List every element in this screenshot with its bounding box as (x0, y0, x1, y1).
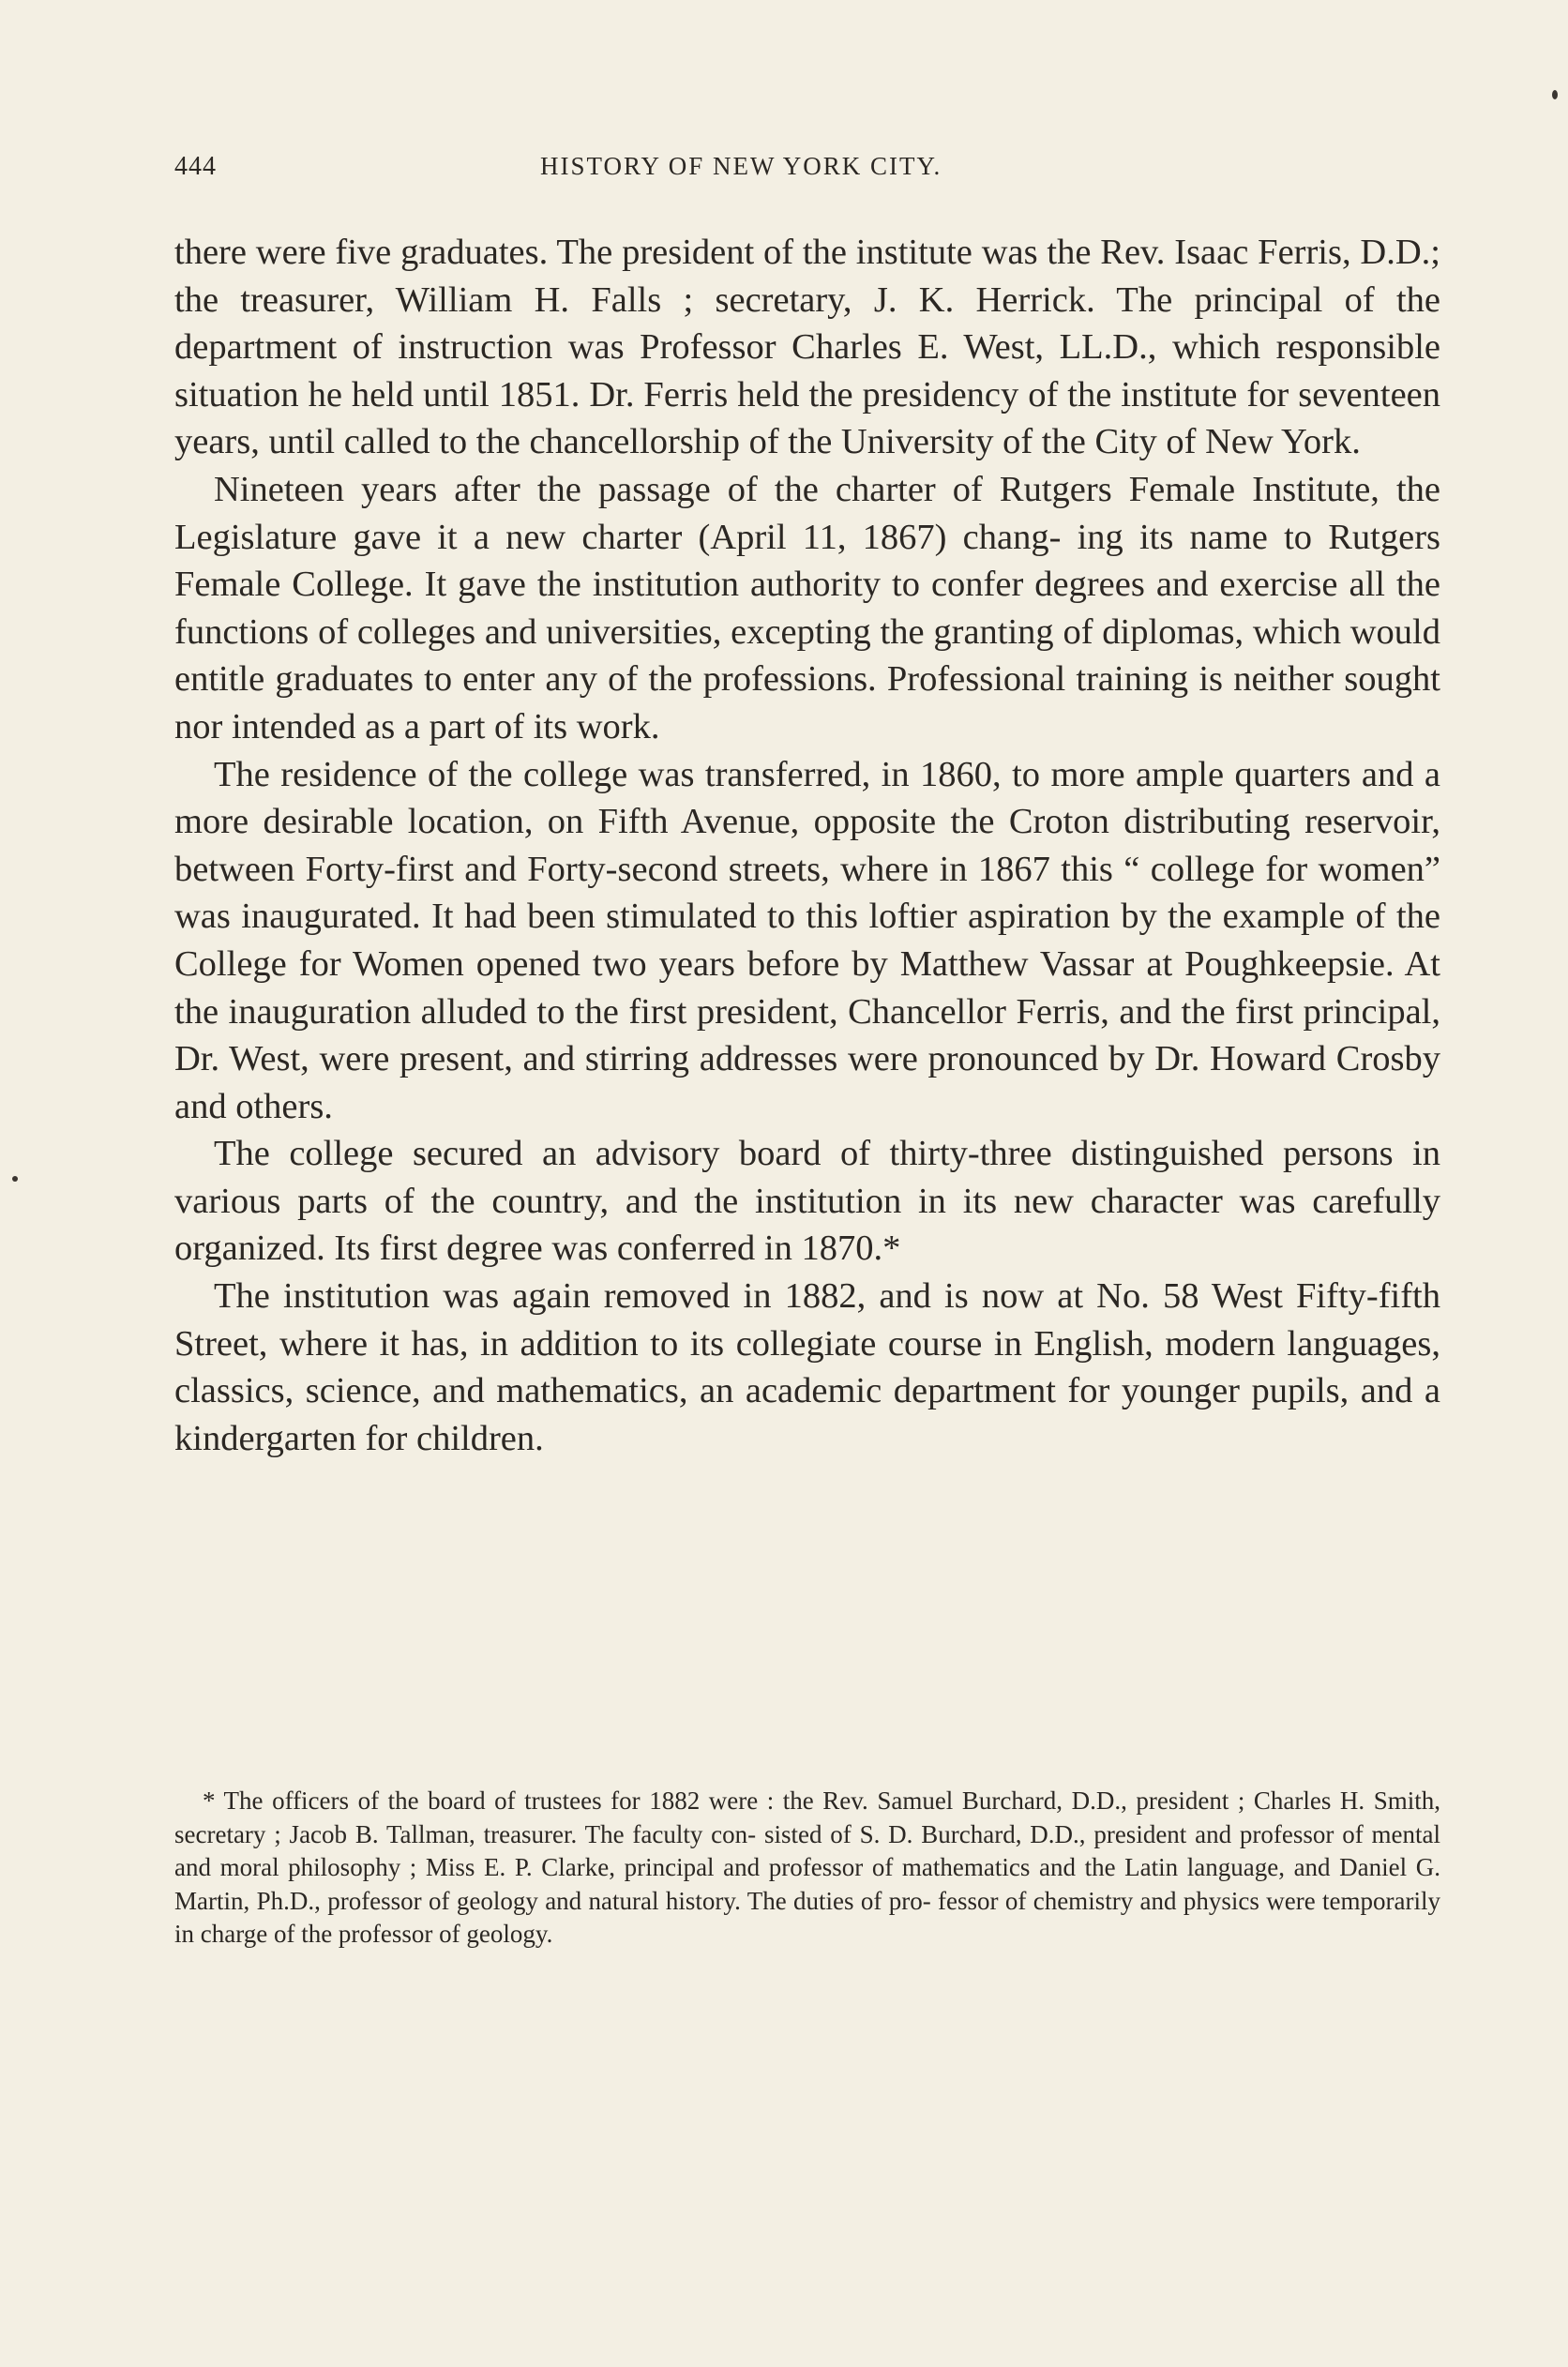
running-head (174, 152, 1440, 193)
running-title: HISTORY OF NEW YORK CITY. (540, 152, 942, 180)
page-number: 444 (174, 152, 217, 181)
paragraph-charter: Nineteen years after the passage of the charter of Rutgers Female Institute, the Legislature gave it a new charter (April 11, 1867) chang- ing its name to Rutgers Female College. It gave the institution authority to confer degrees and exercise all the functions of colleges and universities, excepting the granting of diplomas, which would entitle graduates to enter any of the professions. Professional training is neither sought nor intended as a part of its work. (174, 469, 1440, 746)
paragraph-continued: there were five graduates. The president of the institute was the Rev. Isaac Ferris, D.D.; the treasurer, William H. Falls ; secretary, J. K. Herrick. The principal of the department of instruction was Professor Charles E. West, LL.D., which responsible situation he held until 1851. Dr. Ferris held the presidency of the institute for seventeen years, until called to the chancellorship of the University of the City of New York. (174, 233, 1440, 462)
margin-speck (1552, 90, 1558, 99)
footnote (174, 1785, 1440, 1952)
margin-speck (12, 1176, 18, 1182)
footnote-text: * The officers of the board of trustees for 1882 were : the Rev. Samuel Burchard, D.D., president ; Charles H. Smith, secretary ; Jacob B. Tallman, treasurer. The faculty con- sisted of S. D. Burchard, D.D., president and professor of mental and moral philosophy ; Miss E. P. Clarke, principal and professor of mathematics and the Latin language, and Daniel G. Martin, Ph.D., professor of geology and natural history. The duties of pro- fessor of chemistry and physics were temporarily in charge of the professor of geology. (174, 1787, 1440, 1948)
body-text (174, 229, 1440, 1462)
paragraph-residence: The residence of the college was transferred, in 1860, to more ample quarters and a more desirable location, on Fifth Avenue, opposite the Croton distributing reservoir, between Forty-first and Forty-second streets, where in 1867 this “ college for women” was inaugurated. It had been stimulated to this loftier aspiration by the example of the College for Women opened two years before by Matthew Vassar at Poughkeepsie. At the inauguration alluded to the first president, Chancellor Ferris, and the first principal, Dr. West, were present, and stirring addresses were pronounced by Dr. Howard Crosby and others. (174, 754, 1440, 1126)
paragraph-removal: The institution was again removed in 1882, and is now at No. 58 West Fifty-fifth Street, where it has, in addition to its collegiate course in English, modern languages, classics, science, and mathematics, an academic department for younger pupils, and a kindergarten for children. (174, 1276, 1440, 1458)
paragraph-advisory-board: The college secured an advisory board of thirty-three distinguished persons in various parts of the country, and the institution in its new character was carefully organized. Its first degree was conferred in 1870.* (174, 1134, 1440, 1269)
